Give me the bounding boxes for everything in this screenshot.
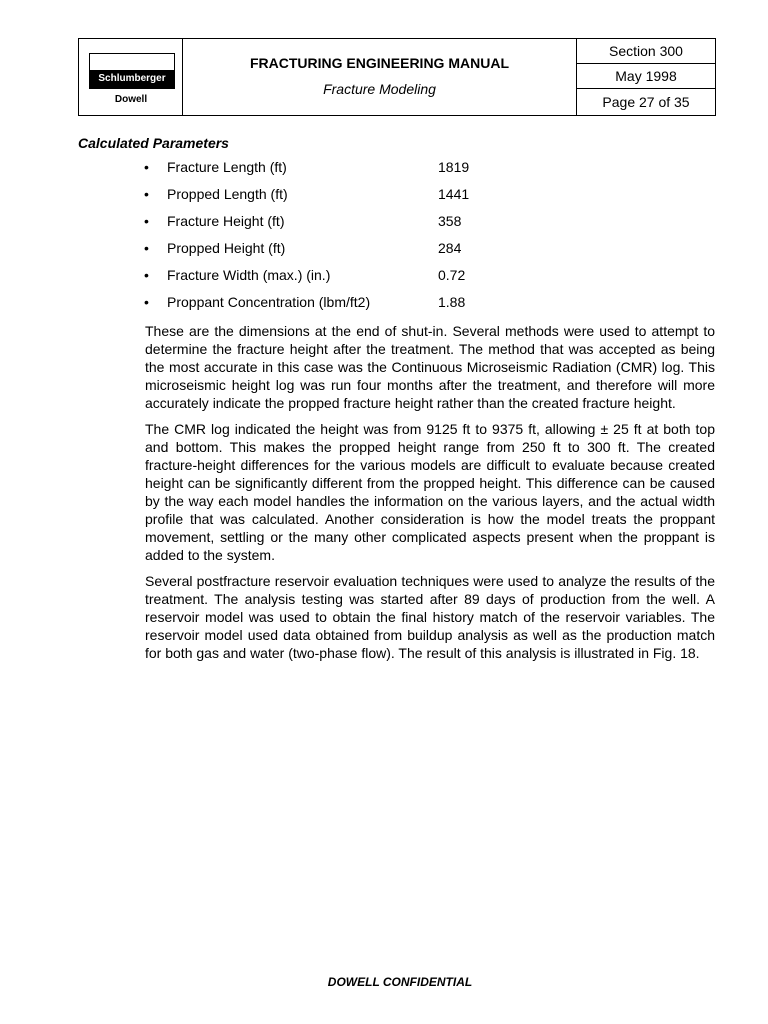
logo-cell (79, 39, 183, 115)
bullet-icon: • (144, 159, 149, 175)
parameter-value: 1441 (438, 186, 470, 202)
logo-sub-text: Dowell (114, 94, 148, 105)
bullet-icon: • (144, 186, 149, 202)
page-number: Page 27 of 35 (602, 94, 690, 110)
list-item (144, 157, 544, 184)
list-item (144, 184, 544, 211)
manual-subtitle: Fracture Modeling (323, 81, 436, 97)
logo-brand-text: Schlumberger (90, 70, 174, 88)
document-date: May 1998 (577, 64, 715, 89)
parameter-value: 0.72 (438, 267, 466, 283)
body-text (145, 322, 715, 670)
section-number: Section 300 (577, 39, 715, 64)
info-cell (577, 39, 715, 115)
bullet-icon: • (144, 213, 149, 229)
list-item (144, 238, 544, 265)
parameter-value: 284 (438, 240, 462, 256)
paragraph-cmr-log: The CMR log indicated the height was from 9125 ft to 9375 ft, allowing ± 25 ft at both top and bottom. This makes the propped height range from 250 ft to 300 ft. The created fracture-height differences for the various models are difficult to evaluate because created height can be significantly different from the propped height. This difference can be caused by the way each model handles the information on the various layers, and the actual width profile that was calculated. Another consideration is how the model treats the proppant movement, settling or the many other complicated aspects present when the proppant is added to the system. (145, 421, 715, 563)
paragraph-postfracture: Several postfracture reservoir evaluation techniques were used to analyze the results of the treatment. The analysis testing was started after 89 days of production from the well. A reservoir model was used to obtain the final history match of the reservoir variables. The reservoir model used data obtained from buildup analysis as well as the production match for both gas and water (two-phase flow). The result of this analysis is illustrated in Fig. 18. (145, 573, 715, 661)
bullet-icon: • (144, 267, 149, 283)
title-cell (183, 39, 577, 115)
parameter-label: Fracture Height (ft) (167, 213, 285, 229)
parameter-label: Fracture Length (ft) (167, 159, 287, 175)
parameter-label: Propped Length (ft) (167, 186, 288, 202)
parameter-value: 1.88 (438, 294, 466, 310)
parameter-value: 358 (438, 213, 462, 229)
list-item (144, 292, 544, 319)
confidential-footer: DOWELL CONFIDENTIAL (327, 975, 473, 989)
parameter-label: Propped Height (ft) (167, 240, 286, 256)
manual-title: FRACTURING ENGINEERING MANUAL (250, 55, 509, 71)
bullet-icon: • (144, 294, 149, 310)
bullet-icon: • (144, 240, 149, 256)
calculated-parameters-heading: Calculated Parameters (78, 135, 229, 151)
paragraph-shut-in: These are the dimensions at the end of shut-in. Several methods were used to attempt to determine the fracture height after the treatment. The method that was accepted as being the most accurate in this case was the Continuous Microseismic Radiation (CMR) log. This microseismic height log was run four months after the treatment, and therefore will more accurately indicate the propped fracture height rather than the created fracture height. (145, 323, 715, 411)
parameter-label: Fracture Width (max.) (in.) (167, 267, 331, 283)
page-header (78, 38, 716, 116)
parameter-list (144, 157, 544, 319)
parameter-value: 1819 (438, 159, 470, 175)
list-item (144, 265, 544, 292)
list-item (144, 211, 544, 238)
schlumberger-logo (89, 53, 175, 89)
parameter-label: Proppant Concentration (lbm/ft2) (167, 294, 371, 310)
